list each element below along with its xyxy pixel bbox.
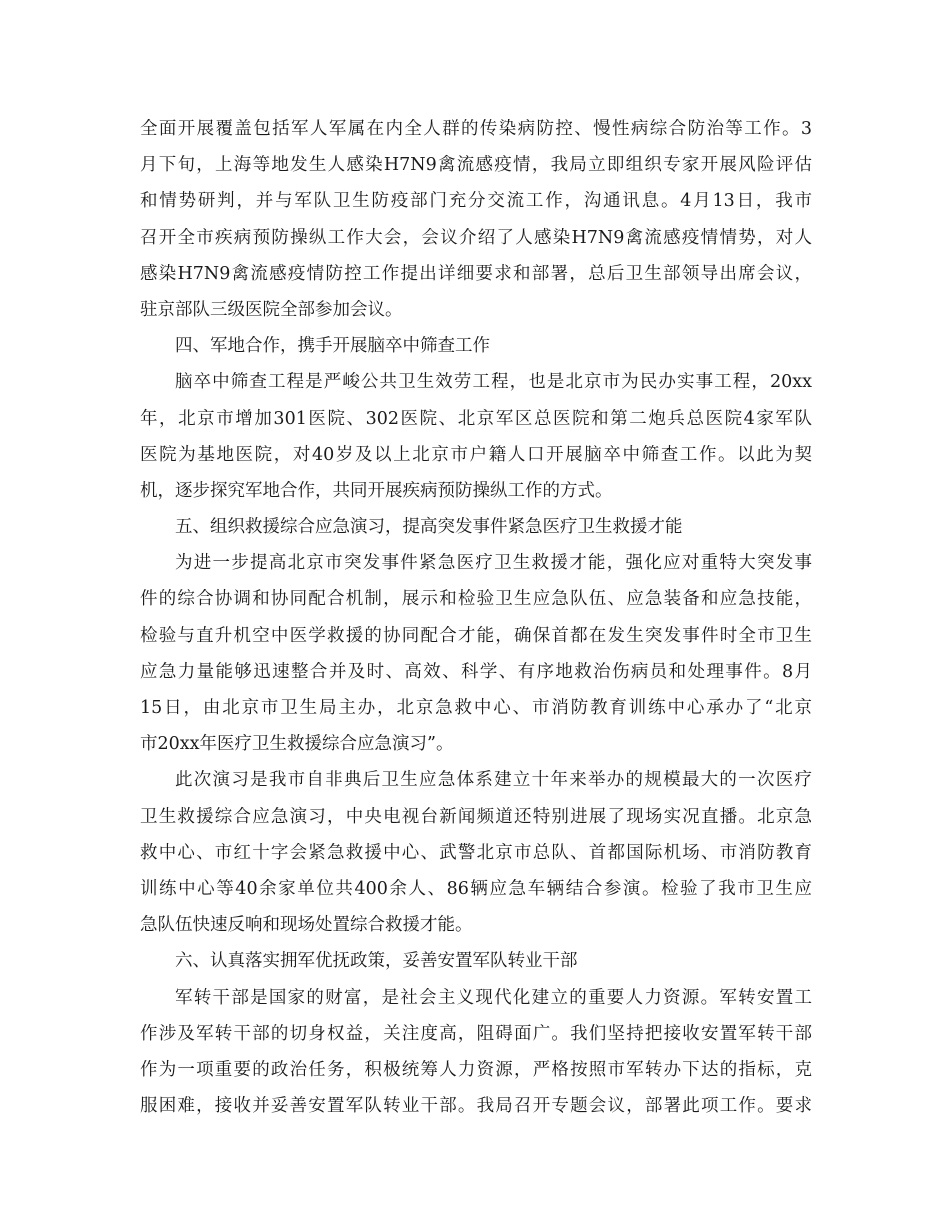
text-line: 应急力量能够迅速整合并及时、高效、科学、有序地救治伤病员和处理事件。8月 bbox=[140, 661, 812, 682]
text-line: 卫生救援综合应急演习，中央电视台新闻频道还特别进展了现场实况直播。北京急 bbox=[140, 806, 812, 827]
section-heading: 四、军地合作，携手开展脑卒中筛查工作 bbox=[175, 336, 490, 357]
text-line: 医院为基地医院，对40岁及以上北京市户籍人口开展脑卒中筛查工作。以此为契 bbox=[140, 444, 812, 465]
section-heading: 六、认真落实拥军优抚政策，妥善安置军队转业干部 bbox=[175, 951, 578, 972]
text-line: 年，北京市增加301医院、302医院、北京军区总医院和第二炮兵总医院4家军队 bbox=[140, 408, 812, 429]
text-line: 和情势研判，并与军队卫生防疫部门充分交流工作，沟通讯息。4月13日，我市 bbox=[140, 191, 812, 212]
text-line: 救中心、市红十字会紧急救援中心、武警北京市总队、首都国际机场、市消防教育 bbox=[140, 842, 812, 863]
text-line: 感染H7N9禽流感疫情防控工作提出详细要求和部署，总后卫生部领导出席会议， bbox=[140, 263, 812, 284]
text-line: 脑卒中筛查工程是严峻公共卫生效劳工程，也是北京市为民办实事工程，20xx bbox=[175, 372, 812, 393]
text-line: 15日，由北京市卫生局主办，北京急救中心、市消防教育训练中心承办了“北京 bbox=[140, 698, 812, 718]
text-line: 月下旬，上海等地发生人感染H7N9禽流感疫情，我局立即组织专家开展风险评估 bbox=[140, 155, 812, 176]
section-heading: 五、组织救援综合应急演习，提高突发事件紧急医疗卫生救援才能 bbox=[175, 517, 683, 538]
text-line: 急队伍快速反响和现场处置综合救援才能。 bbox=[140, 915, 473, 936]
text-line: 此次演习是我市自非典后卫生应急体系建立十年来举办的规模最大的一次医疗 bbox=[175, 770, 812, 791]
text-line: 为进一步提高北京市突发事件紧急医疗卫生救援才能，强化应对重特大突发事 bbox=[175, 553, 812, 574]
text-line: 训练中心等40余家单位共400余人、86辆应急车辆结合参演。检验了我市卫生应 bbox=[140, 878, 812, 899]
text-line: 军转干部是国家的财富，是社会主义现代化建立的重要人力资源。军转安置工 bbox=[175, 987, 812, 1008]
text-line: 机，逐步探究军地合作，共同开展疾病预防操纵工作的方式。 bbox=[140, 480, 613, 501]
text-line: 检验与直升机空中医学救援的协同配合才能，确保首都在发生突发事件时全市卫生 bbox=[140, 625, 812, 646]
text-line: 全面开展覆盖包括军人军属在内全人群的传染病防控、慢性病综合防治等工作。3 bbox=[140, 119, 812, 139]
document-body bbox=[140, 111, 812, 1124]
text-line: 作涉及军转干部的切身权益，关注度高，阻碍面广。我们坚持把接收安置军转干部 bbox=[140, 1023, 812, 1044]
text-line: 召开全市疾病预防操纵工作大会，会议介绍了人感染H7N9禽流感疫情情势，对人 bbox=[140, 227, 812, 248]
text-line: 市20xx年医疗卫生救援综合应急演习”。 bbox=[140, 734, 454, 755]
text-line: 服困难，接收并妥善安置军队转业干部。我局召开专题会议，部署此项工作。要求 bbox=[140, 1096, 812, 1117]
text-line: 件的综合协调和协同配合机制，展示和检验卫生应急队伍、应急装备和应急技能， bbox=[140, 589, 812, 610]
text-line: 驻京部队三级医院全部参加会议。 bbox=[140, 299, 403, 320]
text-line: 作为一项重要的政治任务，积极统筹人力资源，严格按照市军转办下达的指标，克 bbox=[140, 1059, 812, 1080]
